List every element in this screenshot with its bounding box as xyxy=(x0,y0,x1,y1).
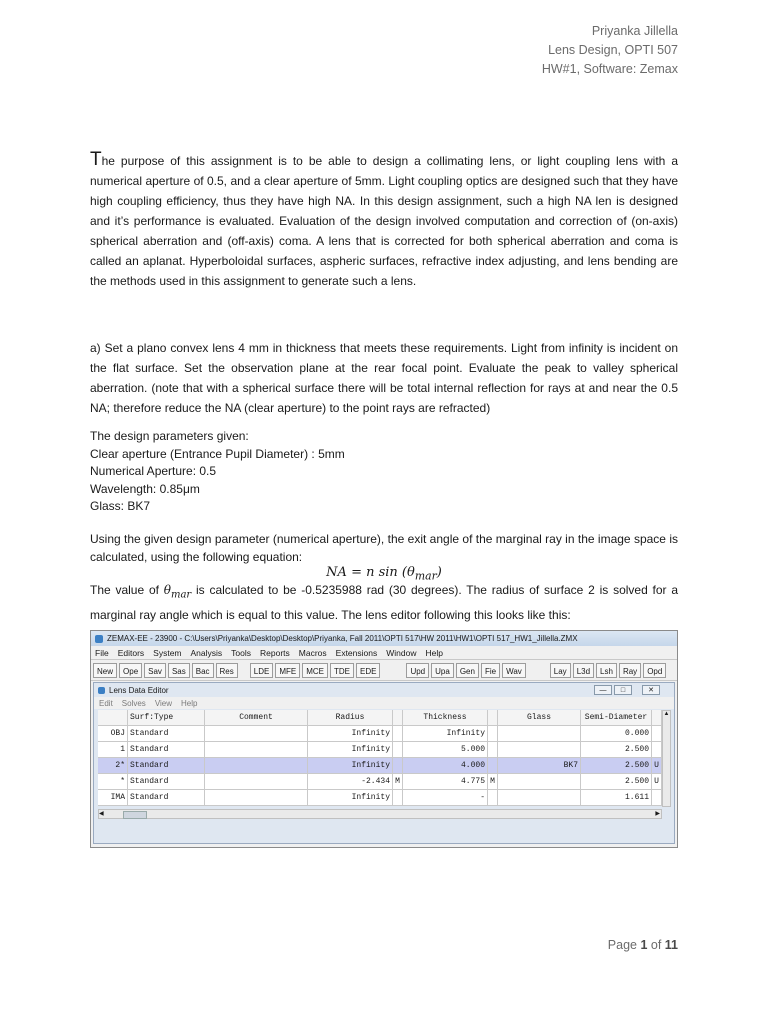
tool-fields-button[interactable]: Fie xyxy=(481,663,500,678)
col-semi-diameter: Semi-Diameter xyxy=(581,710,652,725)
tool-mce-button[interactable]: MCE xyxy=(302,663,328,678)
menu-analysis[interactable]: Analysis xyxy=(190,647,223,658)
tool-wavelengths-button[interactable]: Wav xyxy=(502,663,526,678)
zemax-toolbar xyxy=(91,660,677,681)
menu-help[interactable]: Help xyxy=(425,647,443,658)
table-row[interactable]: IMA Standard Infinity - 1.611 xyxy=(98,790,662,806)
close-icon[interactable]: ✕ xyxy=(642,685,660,695)
author-name: Priyanka Jillella xyxy=(591,24,678,38)
tool-new-button[interactable]: New xyxy=(93,663,117,678)
tool-backup-button[interactable]: Bac xyxy=(192,663,214,678)
drop-cap: T xyxy=(90,149,102,170)
lde-title: Lens Data Editor xyxy=(109,685,169,695)
menu-tools[interactable]: Tools xyxy=(231,647,252,658)
maximize-icon[interactable]: □ xyxy=(614,685,632,695)
intro-text: he purpose of this assignment is to be able to design a collimating lens, or light coupling lens with a numerical aperture of 0.5, and a clear aperture of 5mm. Light coupling optics are designed such that they have high coupling efficiency, thus they have high NA. In this design assignment, such a high NA len is designed and it’s performance is evaluated. Evaluation of the design involved computation and correction of (on-axis) spherical aberration and (off-axis) coma. A lens that is corrected for both spherical aberration and coma is called an aplanat. Hyperboloidal surfaces, aspheric surfaces, refractive index adjusting, and lens bending are the methods used in this assignment to generate such a lens. xyxy=(90,154,678,288)
lde-menu-help[interactable]: Help xyxy=(181,698,198,708)
zemax-app-icon xyxy=(95,635,103,643)
lde-menu-solves[interactable]: Solves xyxy=(121,698,146,708)
tool-restore-button[interactable]: Res xyxy=(216,663,238,678)
lde-app-icon xyxy=(98,687,105,694)
tool-layout-button[interactable]: Lay xyxy=(550,663,571,678)
page-total: 11 xyxy=(664,938,678,952)
grid-header-row xyxy=(98,710,662,726)
scroll-left-icon[interactable]: ◀ xyxy=(99,811,104,817)
menu-editors[interactable]: Editors xyxy=(117,647,145,658)
intro-paragraph xyxy=(90,150,678,291)
minimize-icon[interactable]: — xyxy=(594,685,612,695)
scroll-thumb[interactable] xyxy=(123,811,147,819)
tool-update-button[interactable]: Upd xyxy=(406,663,429,678)
tool-mfe-button[interactable]: MFE xyxy=(275,663,300,678)
page-number: 1 xyxy=(640,938,648,952)
scroll-up-icon[interactable]: ▲ xyxy=(663,711,670,717)
param-glass: Glass: BK7 xyxy=(90,499,151,513)
scroll-right-icon[interactable]: ▶ xyxy=(655,811,660,817)
param-numerical-aperture: Numerical Aperture: 0.5 xyxy=(90,464,217,478)
lde-title-bar xyxy=(94,683,674,697)
tool-3d-layout-button[interactable]: L3d xyxy=(573,663,594,678)
menu-system[interactable]: System xyxy=(153,647,182,658)
page-header xyxy=(542,22,678,79)
tool-update-all-button[interactable]: Upa xyxy=(431,663,454,678)
lens-data-grid xyxy=(98,710,662,806)
design-parameters xyxy=(90,428,345,516)
param-clear-aperture: Clear aperture (Entrance Pupil Diameter) : 5mm xyxy=(90,446,345,461)
tool-opd-fan-button[interactable]: Opd xyxy=(643,663,666,678)
table-row[interactable]: 1 Standard Infinity 5.000 2.500 xyxy=(98,742,662,758)
menu-reports[interactable]: Reports xyxy=(260,647,290,658)
menu-file[interactable]: File xyxy=(95,647,109,658)
zemax-title: ZEMAX-EE - 23900 - C:\Users\Priyanka\Desktop\Desktop\Priyanka, Fall 2011\OPTI 517\HW 2011\HW1\OPTI 517_HW1_Jillella.ZMX xyxy=(107,634,578,643)
params-heading: The design parameters given: xyxy=(90,429,249,443)
lde-window-controls xyxy=(594,685,660,695)
tool-general-button[interactable]: Gen xyxy=(456,663,479,678)
table-row[interactable]: * Standard -2.434 M 4.775 M 2.500 U xyxy=(98,774,662,790)
result-paragraph: The value of $\theta_{mar}$ is calculated to be -0.5235988 rad (30 degrees). The radius of surface 2 is solved for a marginal ray angle which is equal to this value. The lens editor following this looks like this: xyxy=(90,583,679,623)
lde-menu-view[interactable]: View xyxy=(154,698,173,708)
tool-tde-button[interactable]: TDE xyxy=(330,663,354,678)
col-thickness: Thickness xyxy=(403,710,488,725)
tool-open-button[interactable]: Ope xyxy=(119,663,142,678)
menu-extensions[interactable]: Extensions xyxy=(335,647,378,658)
horizontal-scrollbar[interactable] xyxy=(98,809,662,819)
equation-intro: Using the given design parameter (numerical aperture), the exit angle of the marginal ray in the image space is calculated, using the following equation: xyxy=(90,532,678,564)
tool-ray-fan-button[interactable]: Ray xyxy=(619,663,641,678)
menu-window[interactable]: Window xyxy=(386,647,417,658)
part-a-paragraph: a) Set a plano convex lens 4 mm in thickness that meets these requirements. Light from infinity is incident on the flat surface. Set the observation plane at the rear focal point. Evaluate the peak to valley spherical aberration. (note that with a spherical surface there will be total internal reflection for rays at and near the 0.5 NA; therefore reduce the NA (clear aperture) to the point rays are refracted) xyxy=(90,341,678,415)
tool-ede-button[interactable]: EDE xyxy=(356,663,380,678)
zemax-title-bar xyxy=(91,631,677,646)
tool-lde-button[interactable]: LDE xyxy=(250,663,274,678)
lde-menu-edit[interactable]: Edit xyxy=(99,698,113,708)
tool-shaded-model-button[interactable]: Lsh xyxy=(596,663,617,678)
vertical-scrollbar[interactable] xyxy=(662,710,671,807)
lde-menu-bar xyxy=(94,697,674,709)
table-row[interactable]: OBJ Standard Infinity Infinity 0.000 xyxy=(98,726,662,742)
page-footer: Page 1 of 11 xyxy=(607,938,678,952)
col-surf-type: Surf:Type xyxy=(128,710,205,725)
zemax-window-screenshot xyxy=(90,630,678,848)
assignment-info: HW#1, Software: Zemax xyxy=(541,62,678,76)
col-radius: Radius xyxy=(308,710,393,725)
tool-save-as-button[interactable]: Sas xyxy=(168,663,190,678)
lens-data-editor-window xyxy=(93,682,675,844)
course-name: Lens Design, OPTI 507 xyxy=(548,43,678,57)
col-glass: Glass xyxy=(498,710,581,725)
col-comment: Comment xyxy=(205,710,308,725)
tool-save-button[interactable]: Sav xyxy=(144,663,166,678)
zemax-menu-bar xyxy=(91,646,677,660)
menu-macros[interactable]: Macros xyxy=(298,647,327,658)
table-row-selected[interactable]: 2* Standard Infinity 4.000 BK7 2.500 U xyxy=(98,758,662,774)
param-wavelength: Wavelength: 0.85μm xyxy=(90,481,200,496)
na-formula: NA = n $\sin (\theta_{mar})$ xyxy=(326,565,442,583)
